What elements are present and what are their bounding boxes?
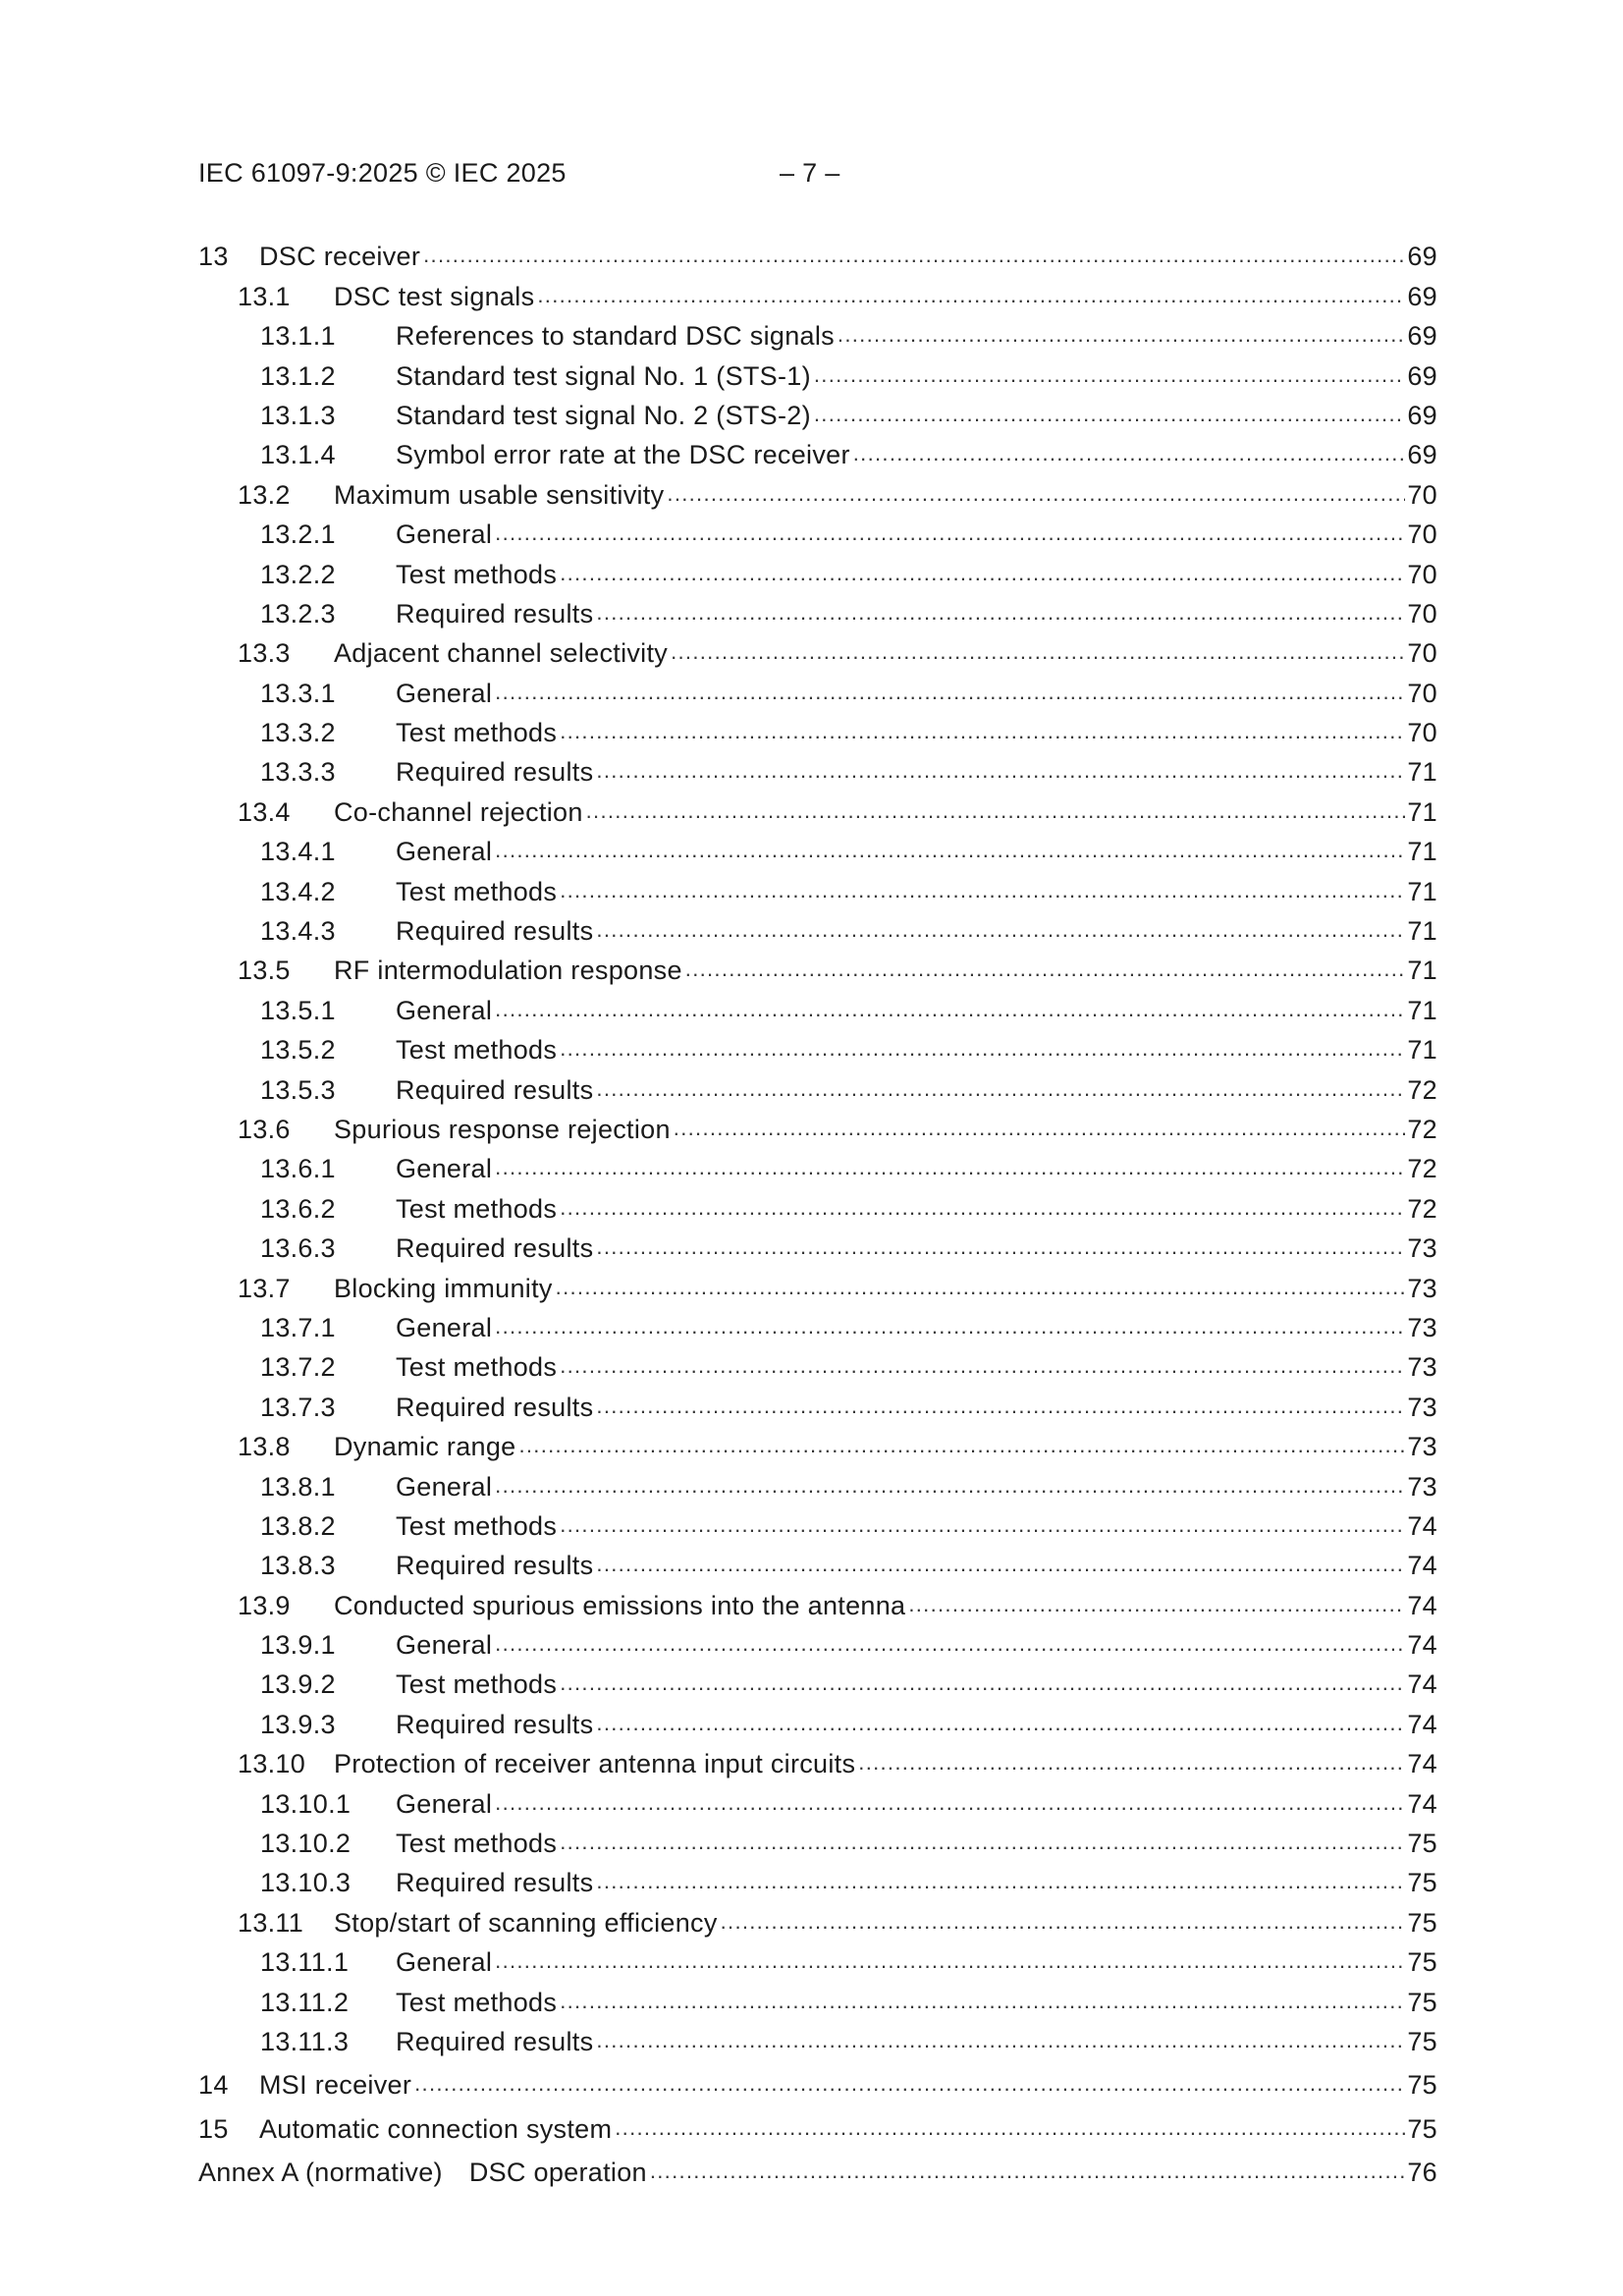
toc-entry-number: 13.2.3 xyxy=(260,598,336,629)
toc-entry-title: Required results xyxy=(396,1074,594,1105)
toc-entry-number: 13.1.4 xyxy=(260,440,336,470)
toc-entry-number: 13.1 xyxy=(238,281,291,311)
toc-entry-page: 73 xyxy=(1407,1312,1437,1342)
page-header xyxy=(198,158,1435,197)
toc-entry-number: 15 xyxy=(198,2113,229,2144)
toc-entry-number: Annex A (normative) xyxy=(198,2158,443,2188)
toc-entry-title: General xyxy=(396,1154,493,1184)
toc-entry-page: 72 xyxy=(1407,1074,1437,1105)
toc-entry-page: 72 xyxy=(1407,1154,1437,1184)
toc-entry-page: 74 xyxy=(1407,1551,1437,1581)
dot-leader xyxy=(596,600,1405,629)
dot-leader xyxy=(721,1909,1406,1939)
toc-entry-number: 13.3.1 xyxy=(260,678,336,708)
toc-entry-page: 70 xyxy=(1407,718,1437,748)
toc-entry-page: 74 xyxy=(1407,1669,1437,1700)
toc-entry-number: 13.2 xyxy=(238,479,291,510)
toc-entry[interactable] xyxy=(198,748,1437,788)
toc-entry-title: General xyxy=(396,678,493,708)
dot-leader xyxy=(596,917,1405,947)
toc-entry-number: 13.7 xyxy=(238,1273,291,1303)
toc-entry-page: 72 xyxy=(1407,1193,1437,1224)
dot-leader xyxy=(495,1314,1405,1343)
toc-entry-title: Standard test signal No. 1 (STS-1) xyxy=(396,360,811,391)
toc-entry-title: General xyxy=(396,1788,493,1819)
toc-entry-page: 69 xyxy=(1407,242,1437,272)
toc-entry[interactable] xyxy=(198,1700,1437,1739)
page-number: – 7 – xyxy=(780,158,840,188)
toc-entry-number: 13.4.3 xyxy=(260,916,336,947)
toc-entry[interactable] xyxy=(198,828,1437,867)
toc-entry-title: DSC operation xyxy=(468,2158,647,2188)
toc-entry[interactable] xyxy=(198,1383,1437,1422)
dot-leader xyxy=(560,561,1405,590)
toc-entry-page: 70 xyxy=(1407,559,1437,589)
toc-entry-number: 13.3.3 xyxy=(260,757,336,788)
toc-entry-page: 71 xyxy=(1407,757,1437,788)
toc-entry-title: General xyxy=(396,519,493,550)
toc-entry-title: Required results xyxy=(396,1868,594,1898)
toc-entry[interactable] xyxy=(198,947,1437,986)
toc-entry[interactable] xyxy=(198,1859,1437,1898)
toc-entry[interactable] xyxy=(198,788,1437,827)
dot-leader xyxy=(495,838,1405,867)
dot-leader xyxy=(560,1512,1405,1542)
toc-entry[interactable] xyxy=(198,392,1437,431)
toc-entry-number: 13.2.1 xyxy=(260,519,336,550)
dot-leader xyxy=(560,1195,1405,1225)
toc-entry-page: 73 xyxy=(1407,1392,1437,1422)
toc-entry-title: Adjacent channel selectivity xyxy=(334,638,669,669)
toc-entry-page: 73 xyxy=(1407,1273,1437,1303)
toc-entry-number: 13.9 xyxy=(238,1590,291,1620)
toc-entry-page: 75 xyxy=(1407,1907,1437,1938)
toc-entry-number: 13.4.2 xyxy=(260,876,336,906)
dot-leader xyxy=(838,322,1405,352)
toc-entry-page: 75 xyxy=(1407,2113,1437,2144)
toc-entry-number: 13.3 xyxy=(238,638,291,669)
toc-entry-page: 69 xyxy=(1407,281,1437,311)
dot-leader xyxy=(495,1155,1405,1184)
dot-leader xyxy=(423,243,1405,272)
toc-entry-page: 73 xyxy=(1407,1233,1437,1264)
toc-entry-title: General xyxy=(396,1471,493,1502)
dot-leader xyxy=(586,798,1406,828)
toc-entry-page: 72 xyxy=(1407,1114,1437,1144)
dot-leader xyxy=(650,2159,1406,2188)
toc-entry-page: 69 xyxy=(1407,400,1437,430)
toc-entry-title: General xyxy=(396,1312,493,1342)
toc-entry-number: 13.7.2 xyxy=(260,1352,336,1383)
dot-leader xyxy=(908,1592,1405,1621)
toc-entry[interactable] xyxy=(198,352,1437,391)
toc-entry-title: Co-channel rejection xyxy=(334,796,583,827)
dot-leader xyxy=(495,1948,1405,1978)
dot-leader xyxy=(596,1076,1405,1106)
toc-entry-page: 73 xyxy=(1407,1432,1437,1462)
toc-entry-page: 70 xyxy=(1407,479,1437,510)
toc-entry-title: Automatic connection system xyxy=(259,2113,613,2144)
document-identifier: IEC 61097-9:2025 © IEC 2025 xyxy=(198,158,567,188)
toc-entry-page: 76 xyxy=(1407,2158,1437,2188)
toc-entry-title: Blocking immunity xyxy=(334,1273,553,1303)
toc-entry-number: 13.11.2 xyxy=(260,1987,350,2017)
toc-entry[interactable] xyxy=(198,1145,1437,1184)
toc-entry[interactable] xyxy=(198,1820,1437,1859)
dot-leader xyxy=(560,878,1405,907)
toc-entry[interactable] xyxy=(198,2018,1437,2057)
toc-entry[interactable] xyxy=(198,590,1437,629)
toc-entry-title: General xyxy=(396,837,493,867)
dot-leader xyxy=(414,2071,1405,2101)
toc-entry-title: Conducted spurious emissions into the antenna xyxy=(334,1590,906,1620)
toc-entry[interactable] xyxy=(198,550,1437,589)
dot-leader xyxy=(495,1473,1405,1503)
toc-entry-page: 75 xyxy=(1407,1868,1437,1898)
dot-leader xyxy=(596,1394,1405,1423)
toc-entry-number: 13.1.3 xyxy=(260,400,336,430)
dot-leader xyxy=(596,1711,1405,1740)
toc-entry-title: Test methods xyxy=(396,1987,558,2017)
toc-entry-title: General xyxy=(396,1947,493,1978)
toc-entry-page: 74 xyxy=(1407,1788,1437,1819)
toc-entry-number: 13.6 xyxy=(238,1114,291,1144)
dot-leader xyxy=(667,481,1405,511)
dot-leader xyxy=(814,402,1405,431)
toc-entry[interactable] xyxy=(198,1066,1437,1105)
toc-entry[interactable] xyxy=(198,986,1437,1025)
toc-entry[interactable] xyxy=(198,2149,1437,2188)
toc-entry[interactable] xyxy=(198,2061,1437,2101)
toc-entry-title: Required results xyxy=(396,2026,594,2056)
toc-entry-page: 75 xyxy=(1407,1829,1437,1859)
toc-entry-number: 13.5.1 xyxy=(260,995,336,1025)
dot-leader xyxy=(596,2028,1405,2057)
toc-entry[interactable] xyxy=(198,669,1437,708)
toc-entry-number: 13.1.1 xyxy=(260,321,336,352)
dot-leader xyxy=(556,1275,1406,1304)
toc-entry-page: 70 xyxy=(1407,598,1437,629)
toc-entry-title: Test methods xyxy=(396,1035,558,1066)
toc-entry[interactable] xyxy=(198,907,1437,947)
toc-entry-page: 75 xyxy=(1407,2026,1437,2056)
dot-leader xyxy=(858,1750,1405,1779)
toc-entry[interactable] xyxy=(198,1423,1437,1462)
toc-entry[interactable] xyxy=(198,1184,1437,1224)
toc-entry-number: 13.6.1 xyxy=(260,1154,336,1184)
toc-entry-number: 14 xyxy=(198,2070,229,2101)
toc-entry-page: 74 xyxy=(1407,1590,1437,1620)
toc-entry[interactable] xyxy=(198,272,1437,311)
toc-entry-number: 13.7.3 xyxy=(260,1392,336,1422)
toc-entry-number: 13.7.1 xyxy=(260,1312,336,1342)
toc-entry[interactable] xyxy=(198,233,1437,272)
dot-leader xyxy=(596,758,1405,788)
toc-entry[interactable] xyxy=(198,1581,1437,1620)
toc-entry-title: DSC test signals xyxy=(334,281,535,311)
toc-entry[interactable] xyxy=(198,1939,1437,1978)
toc-entry-title: Required results xyxy=(396,1709,594,1739)
dot-leader xyxy=(560,1353,1405,1383)
toc-entry[interactable] xyxy=(198,2105,1437,2144)
toc-entry[interactable] xyxy=(198,1661,1437,1700)
toc-entry-title: Required results xyxy=(396,757,594,788)
toc-entry-number: 13.9.3 xyxy=(260,1709,336,1739)
toc-entry[interactable] xyxy=(198,1978,1437,2017)
toc-entry-title: Stop/start of scanning efficiency xyxy=(334,1907,718,1938)
toc-entry[interactable] xyxy=(198,1503,1437,1542)
toc-entry-title: Required results xyxy=(396,598,594,629)
toc-entry-number: 13.5 xyxy=(238,956,291,986)
toc-entry[interactable] xyxy=(198,1779,1437,1819)
toc-entry-number: 13.8.1 xyxy=(260,1471,336,1502)
toc-entry-number: 13.6.2 xyxy=(260,1193,336,1224)
toc-entry-page: 75 xyxy=(1407,1947,1437,1978)
toc-entry-number: 13.3.2 xyxy=(260,718,336,748)
dot-leader xyxy=(495,997,1405,1026)
toc-entry[interactable] xyxy=(198,1225,1437,1264)
dot-leader xyxy=(560,1670,1405,1700)
toc-entry-page: 74 xyxy=(1407,1630,1437,1661)
toc-entry[interactable] xyxy=(198,629,1437,669)
toc-entry-number: 13.10.1 xyxy=(260,1788,352,1819)
dot-leader xyxy=(615,2115,1405,2145)
toc-entry-title: Test methods xyxy=(396,1669,558,1700)
toc-entry-title: Spurious response rejection xyxy=(334,1114,671,1144)
dot-leader xyxy=(495,1631,1405,1661)
toc-entry-number: 13.4 xyxy=(238,796,291,827)
toc-entry-page: 71 xyxy=(1407,956,1437,986)
toc-entry-title: Test methods xyxy=(396,1193,558,1224)
toc-entry-page: 71 xyxy=(1407,837,1437,867)
toc-entry[interactable] xyxy=(198,709,1437,748)
toc-entry-page: 74 xyxy=(1407,1510,1437,1541)
toc-entry-title: General xyxy=(396,995,493,1025)
dot-leader xyxy=(495,1790,1405,1820)
dot-leader xyxy=(560,1989,1405,2018)
toc-entry-number: 13.8.3 xyxy=(260,1551,336,1581)
toc-entry-title: Test methods xyxy=(396,559,558,589)
toc-entry[interactable] xyxy=(198,431,1437,470)
toc-entry-page: 74 xyxy=(1407,1709,1437,1739)
toc-entry-title: References to standard DSC signals xyxy=(396,321,835,352)
toc-entry-page: 71 xyxy=(1407,876,1437,906)
toc-entry-page: 70 xyxy=(1407,678,1437,708)
toc-entry[interactable] xyxy=(198,1740,1437,1779)
toc-entry[interactable] xyxy=(198,1621,1437,1661)
toc-entry[interactable] xyxy=(198,1462,1437,1502)
dot-leader xyxy=(671,639,1405,669)
toc-entry-page: 71 xyxy=(1407,995,1437,1025)
toc-entry[interactable] xyxy=(198,1542,1437,1581)
toc-entry-number: 13.5.3 xyxy=(260,1074,336,1105)
toc-entry[interactable] xyxy=(198,470,1437,510)
toc-entry-number: 13.1.2 xyxy=(260,360,336,391)
table-of-contents xyxy=(198,233,1437,2188)
dot-leader xyxy=(596,1869,1405,1898)
toc-entry-title: Maximum usable sensitivity xyxy=(334,479,665,510)
toc-entry-number: 13.11 xyxy=(238,1907,304,1938)
toc-entry-page: 74 xyxy=(1407,1749,1437,1779)
toc-entry[interactable] xyxy=(198,1898,1437,1938)
toc-entry-page: 71 xyxy=(1407,1035,1437,1066)
toc-entry[interactable] xyxy=(198,511,1437,550)
toc-entry[interactable] xyxy=(198,1264,1437,1303)
dot-leader xyxy=(495,680,1405,709)
toc-entry-number: 13.8.2 xyxy=(260,1510,336,1541)
dot-leader xyxy=(518,1433,1405,1462)
toc-entry-title: Standard test signal No. 2 (STS-2) xyxy=(396,400,811,430)
dot-leader xyxy=(674,1116,1406,1145)
dot-leader xyxy=(495,520,1405,550)
toc-entry-number: 13.10.2 xyxy=(260,1829,352,1859)
dot-leader xyxy=(560,1036,1405,1066)
dot-leader xyxy=(685,957,1406,986)
toc-entry-number: 13.11.1 xyxy=(260,1947,350,1978)
toc-entry-page: 73 xyxy=(1407,1471,1437,1502)
toc-entry-page: 75 xyxy=(1407,2070,1437,2101)
toc-entry-page: 73 xyxy=(1407,1352,1437,1383)
toc-entry-number: 13.9.2 xyxy=(260,1669,336,1700)
toc-entry-number: 13.4.1 xyxy=(260,837,336,867)
toc-entry[interactable] xyxy=(198,1026,1437,1066)
toc-entry-title: General xyxy=(396,1630,493,1661)
toc-entry-title: Test methods xyxy=(396,1510,558,1541)
toc-entry-title: MSI receiver xyxy=(259,2070,412,2101)
dot-leader xyxy=(560,719,1405,748)
toc-entry[interactable] xyxy=(198,312,1437,352)
toc-entry-number: 13.6.3 xyxy=(260,1233,336,1264)
toc-entry-number: 13.2.2 xyxy=(260,559,336,589)
toc-entry-title: Required results xyxy=(396,1392,594,1422)
toc-entry-number: 13.11.3 xyxy=(260,2026,350,2056)
toc-entry-page: 71 xyxy=(1407,916,1437,947)
toc-entry-title: Test methods xyxy=(396,718,558,748)
toc-entry-page: 70 xyxy=(1407,519,1437,550)
dot-leader xyxy=(560,1830,1405,1859)
toc-entry[interactable] xyxy=(198,867,1437,906)
toc-entry-title: Test methods xyxy=(396,876,558,906)
toc-entry-title: Required results xyxy=(396,1551,594,1581)
dot-leader xyxy=(814,362,1405,392)
toc-entry-title: RF intermodulation response xyxy=(334,956,682,986)
toc-entry-title: Dynamic range xyxy=(334,1432,516,1462)
toc-entry-title: Symbol error rate at the DSC receiver xyxy=(396,440,850,470)
toc-entry-number: 13.10.3 xyxy=(260,1868,352,1898)
dot-leader xyxy=(537,283,1405,312)
toc-entry-title: Required results xyxy=(396,1233,594,1264)
toc-entry-page: 69 xyxy=(1407,440,1437,470)
toc-entry-number: 13 xyxy=(198,242,229,272)
toc-entry-page: 70 xyxy=(1407,638,1437,669)
toc-entry-title: Required results xyxy=(396,916,594,947)
toc-entry-number: 13.10 xyxy=(238,1749,306,1779)
toc-entry[interactable] xyxy=(198,1343,1437,1383)
toc-entry-number: 13.5.2 xyxy=(260,1035,336,1066)
toc-entry-number: 13.9.1 xyxy=(260,1630,336,1661)
toc-entry-page: 69 xyxy=(1407,321,1437,352)
toc-entry-page: 75 xyxy=(1407,1987,1437,2017)
toc-entry-page: 71 xyxy=(1407,796,1437,827)
toc-entry-title: Test methods xyxy=(396,1352,558,1383)
dot-leader xyxy=(596,1552,1405,1581)
dot-leader xyxy=(853,441,1406,470)
toc-entry[interactable] xyxy=(198,1106,1437,1145)
toc-entry-page: 69 xyxy=(1407,360,1437,391)
toc-entry-title: Protection of receiver antenna input circuits xyxy=(334,1749,856,1779)
toc-entry-title: DSC receiver xyxy=(259,242,421,272)
toc-entry[interactable] xyxy=(198,1304,1437,1343)
dot-leader xyxy=(596,1234,1405,1264)
toc-entry-number: 13.8 xyxy=(238,1432,291,1462)
toc-entry-title: Test methods xyxy=(396,1829,558,1859)
